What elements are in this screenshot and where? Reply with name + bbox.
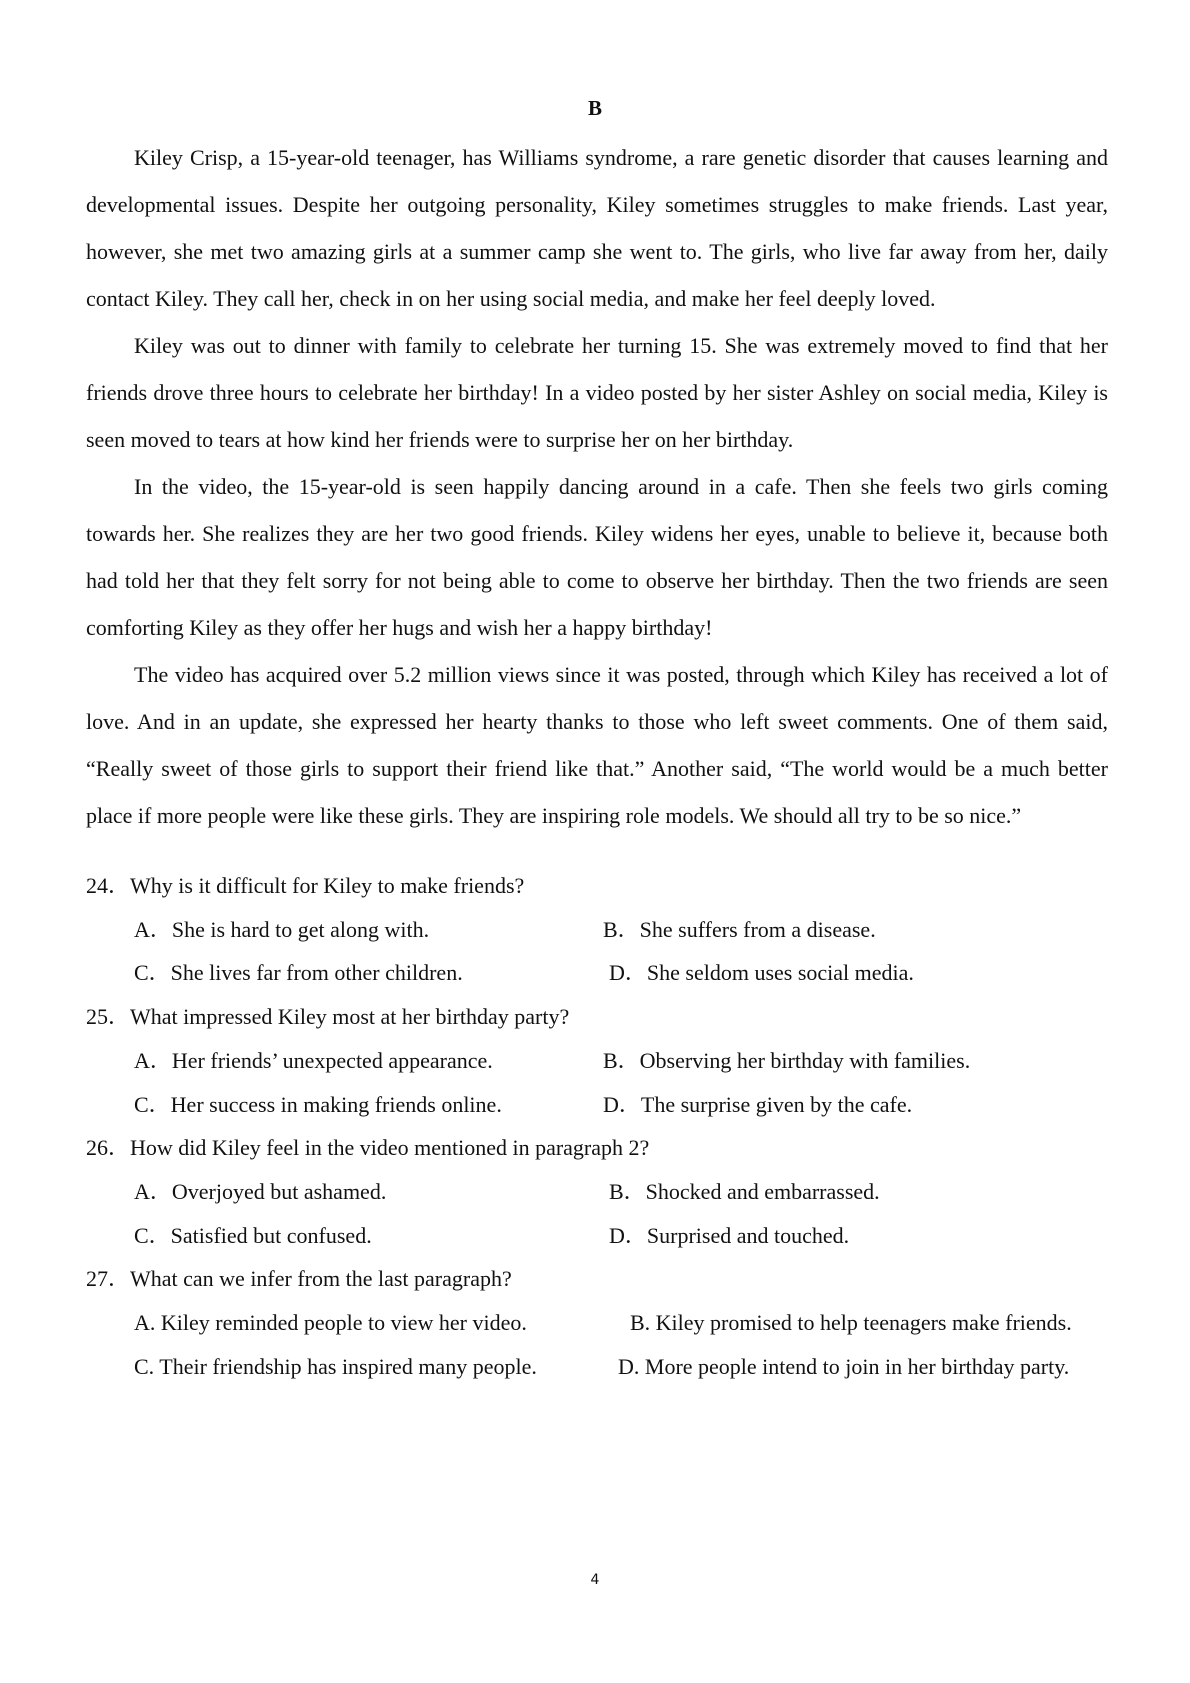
question-25-stem: 25．What impressed Kiley most at her birthday party? — [86, 1004, 570, 1029]
question-27-option-b: B. Kiley promised to help teenagers make friends. — [630, 1310, 1072, 1335]
question-24-option-d: D．She seldom uses social media. — [609, 960, 914, 985]
question-26-stem: 26．How did Kiley feel in the video mentioned in paragraph 2? — [86, 1135, 650, 1160]
question-27-stem: 27．What can we infer from the last paragraph? — [86, 1266, 512, 1291]
paragraph-4: The video has acquired over 5.2 million views since it was posted, through which Kiley has received a lot of love. And in an update, she expressed her hearty thanks to those who left sweet comments. One of them said, “Really sweet of those girls to support their friend like that.” Another said, “The world would be a much better place if more people were like these girls. They are inspiring role models. We should all try to be so nice.” — [86, 662, 1108, 828]
question-26-option-d: D．Surprised and touched. — [609, 1223, 850, 1248]
section-title: B — [587, 96, 602, 120]
question-24-stem: 24．Why is it difficult for Kiley to make friends? — [86, 873, 525, 898]
paragraph-1: Kiley Crisp, a 15-year-old teenager, has Williams syndrome, a rare genetic disorder that causes learning and developmental issues. Despite her outgoing personality, Kiley sometimes struggles to make friends. Last year, however, she met two amazing girls at a summer camp she went to. The girls, who live far away from her, daily contact Kiley. They call her, check in on her using social media, and make her feel deeply loved. — [86, 145, 1108, 311]
question-24-option-c: C．She lives far from other children. — [134, 960, 463, 985]
reading-passage — [86, 134, 1108, 839]
question-27-option-a: A. Kiley reminded people to view her video. — [134, 1310, 527, 1335]
paragraph-2: Kiley was out to dinner with family to celebrate her turning 15. She was extremely moved to find that her friends drove three hours to celebrate her birthday! In a video posted by her sister Ashley on social media, Kiley is seen moved to tears at how kind her friends were to surprise her on her birthday. — [86, 333, 1108, 452]
question-27-option-c: C. Their friendship has inspired many people. — [134, 1354, 537, 1379]
question-25-option-a: A．Her friends’ unexpected appearance. — [134, 1048, 493, 1073]
question-26-option-b: B．Shocked and embarrassed. — [609, 1179, 880, 1204]
question-25-option-d: D．The surprise given by the cafe. — [603, 1092, 913, 1117]
page-number: 4 — [590, 1572, 600, 1588]
question-25-option-b: B．Observing her birthday with families. — [603, 1048, 971, 1073]
question-26-option-c: C．Satisfied but confused. — [134, 1223, 372, 1248]
question-26-option-a: A．Overjoyed but ashamed. — [134, 1179, 387, 1204]
question-24-option-b: B．She suffers from a disease. — [603, 917, 876, 942]
question-27-option-d: D. More people intend to join in her birthday party. — [618, 1354, 1070, 1379]
question-25-option-c: C．Her success in making friends online. — [134, 1092, 502, 1117]
paragraph-3: In the video, the 15-year-old is seen happily dancing around in a cafe. Then she feels two girls coming towards her. She realizes they are her two good friends. Kiley widens her eyes, unable to believe it, because both had told her that they felt sorry for not being able to come to observe her birthday. Then the two friends are seen comforting Kiley as they offer her hugs and wish her a happy birthday! — [86, 474, 1108, 640]
question-24-option-a: A．She is hard to get along with. — [134, 917, 430, 942]
